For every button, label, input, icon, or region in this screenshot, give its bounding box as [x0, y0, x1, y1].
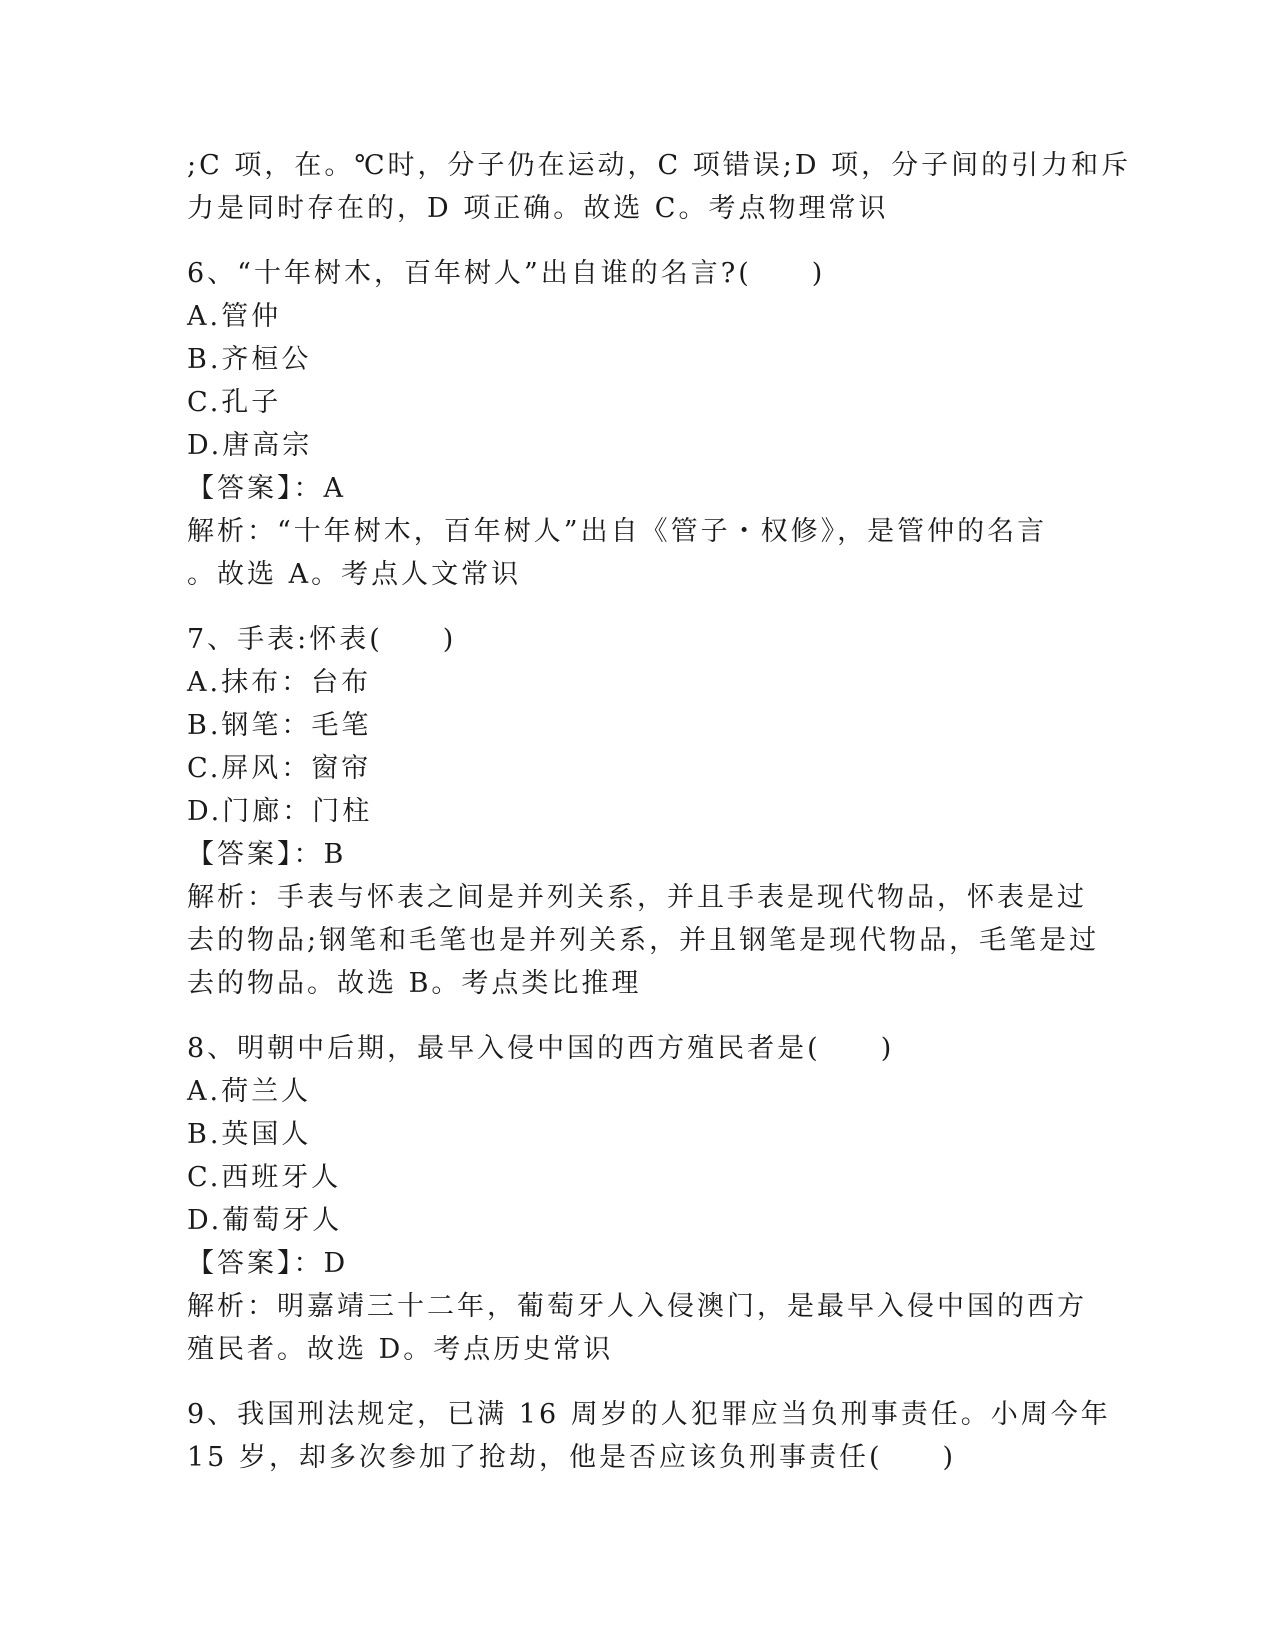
question-9	[187, 1393, 1111, 1479]
option-b: B.英国人	[187, 1119, 312, 1150]
explanation-line: 解析：手表与怀表之间是并列关系，并且手表是现代物品，怀表是过	[187, 882, 1087, 913]
question-title: 7、手表:怀表( )	[187, 624, 457, 655]
intro-explanation	[187, 144, 1132, 230]
option-a: A.管仲	[187, 301, 282, 332]
answer: 【答案】：D	[187, 1248, 349, 1279]
explanation-line: 解析：“十年树木，百年树人”出自《管子・权修》，是管仲的名言	[187, 516, 1048, 547]
spacer	[187, 230, 1087, 252]
option-b: B.钢笔：毛笔	[187, 710, 372, 741]
answer: 【答案】：A	[187, 473, 346, 504]
explanation-line: 解析：明嘉靖三十二年，葡萄牙人入侵澳门，是最早入侵中国的西方	[187, 1291, 1087, 1322]
option-b: B.齐桓公	[187, 344, 312, 375]
option-a: A.抹布：台布	[187, 667, 372, 698]
text-line: ;C 项，在。℃时，分子仍在运动，C 项错误;D 项，分子间的引力和斥	[187, 150, 1132, 181]
explanation-line: 去的物品。故选 B。考点类比推理	[187, 968, 642, 999]
document-page	[187, 144, 1132, 1479]
question-title: 9、我国刑法规定，已满 16 周岁的人犯罪应当负刑事责任。小周今年	[187, 1399, 1111, 1430]
explanation-line: 殖民者。故选 D。考点历史常识	[187, 1334, 614, 1365]
spacer	[187, 596, 1087, 618]
question-7	[187, 618, 1100, 1005]
option-a: A.荷兰人	[187, 1076, 312, 1107]
question-title: 15 岁，却多次参加了抢劫，他是否应该负刑事责任( )	[187, 1442, 957, 1473]
option-c: C.屏风：窗帘	[187, 753, 372, 784]
explanation-line: 去的物品;钢笔和毛笔也是并列关系，并且钢笔是现代物品，毛笔是过	[187, 925, 1100, 956]
question-6	[187, 252, 1087, 596]
option-d: D.葡萄牙人	[187, 1205, 343, 1236]
option-c: C.西班牙人	[187, 1162, 342, 1193]
option-d: D.唐高宗	[187, 430, 313, 461]
spacer	[187, 1371, 1087, 1393]
option-c: C.孔子	[187, 387, 282, 418]
option-d: D.门廊：门柱	[187, 796, 373, 827]
question-8	[187, 1027, 1087, 1371]
question-title: 8、明朝中后期，最早入侵中国的西方殖民者是( )	[187, 1033, 895, 1064]
question-title: 6、“十年树木，百年树人”出自谁的名言?( )	[187, 258, 826, 289]
answer: 【答案】：B	[187, 839, 347, 870]
text-line: 力是同时存在的，D 项正确。故选 C。考点物理常识	[187, 193, 889, 224]
explanation-line: 。故选 A。考点人文常识	[187, 559, 522, 590]
spacer	[187, 1005, 1087, 1027]
